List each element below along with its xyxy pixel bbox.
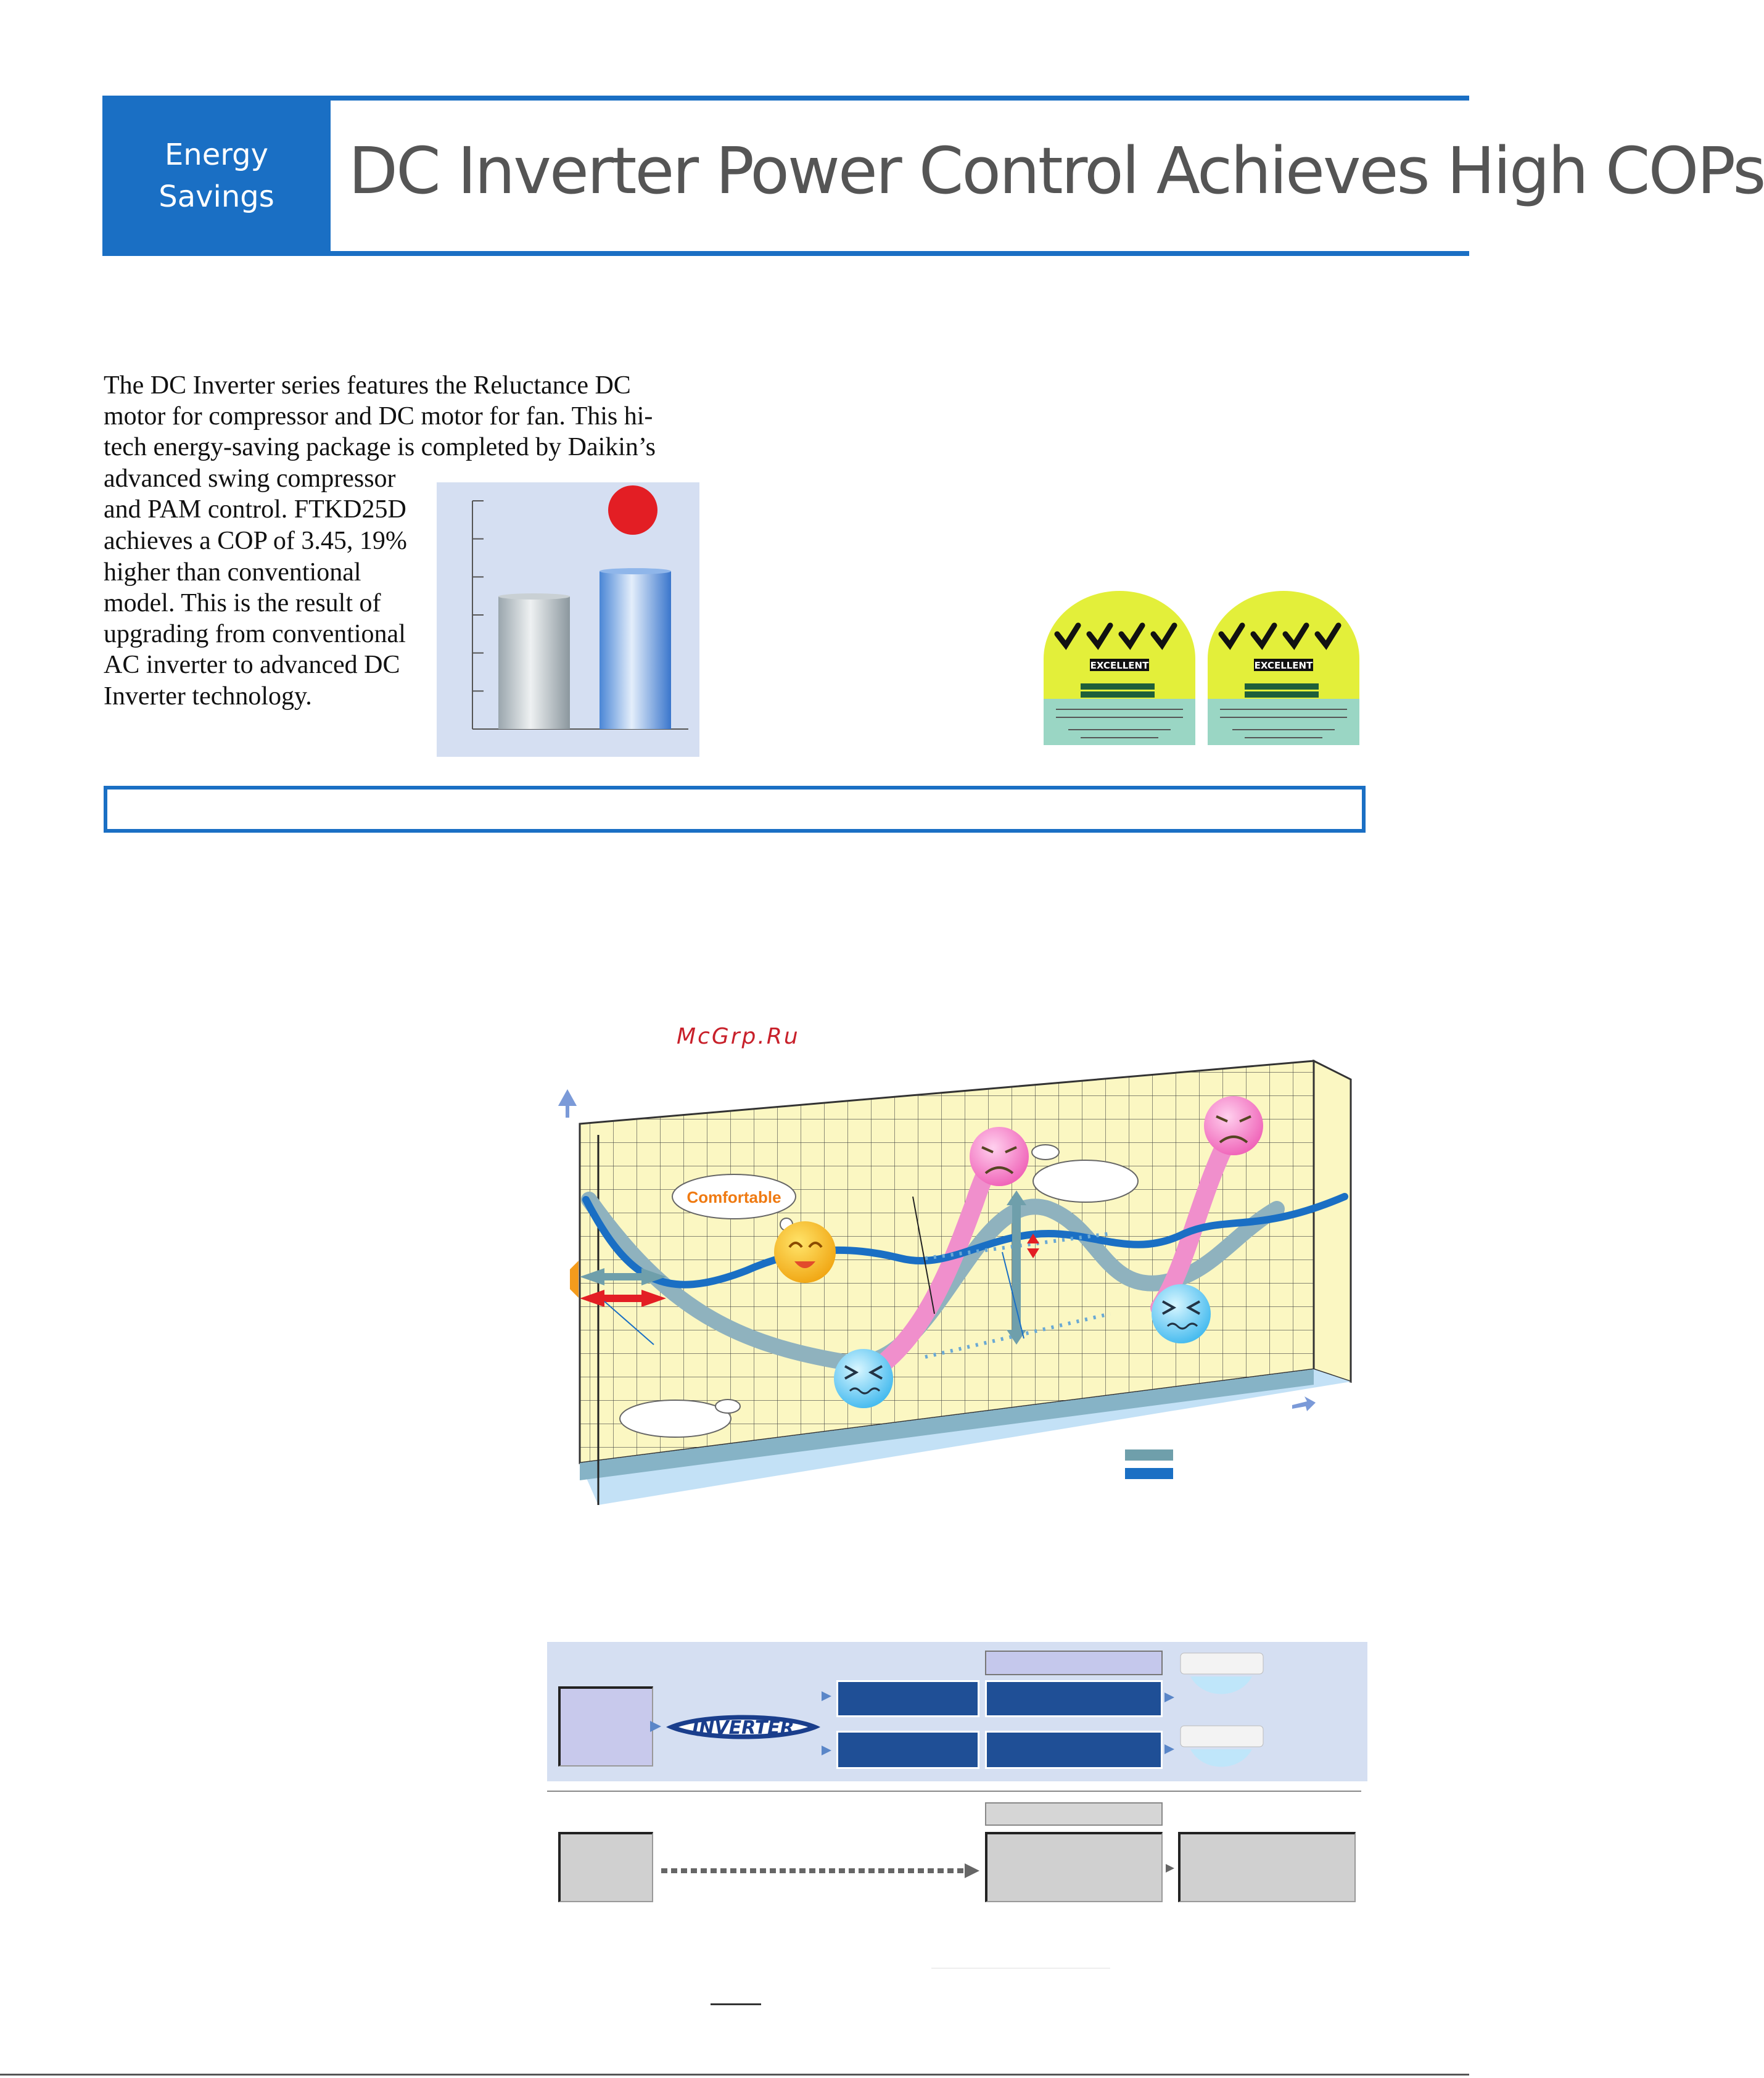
- chart-side-wall: [1314, 1061, 1351, 1382]
- intro-line-1: The DC Inverter series features the Reluctance DC: [104, 371, 631, 400]
- intro-line-4: advanced swing compressor: [104, 464, 396, 493]
- legend-swatch-conventional: [1125, 1449, 1173, 1461]
- conventional-input-box: [558, 1832, 653, 1902]
- cop-bar-2: [600, 571, 671, 729]
- rating-text: EXCELLENT: [1254, 660, 1313, 671]
- section-badge-line1: Energy: [164, 138, 269, 172]
- intro-line-9: upgrading from conventional: [104, 620, 406, 648]
- air-conditioner-icon: [1178, 1723, 1266, 1779]
- cop-chart-panel: [437, 482, 699, 757]
- cold-face-icon: [834, 1349, 893, 1408]
- energy-rating-label-1: [1044, 591, 1195, 745]
- flow-input-box: [558, 1686, 653, 1767]
- flow-arrow-icon: [820, 1744, 833, 1757]
- cop-chart: [437, 482, 699, 757]
- energy-rating-label-2: [1208, 591, 1359, 745]
- flow-dark-box-3: [836, 1731, 979, 1769]
- hot-face-icon: [970, 1127, 1029, 1186]
- page-title: DC Inverter Power Control Achieves High COPs: [348, 133, 1764, 208]
- conventional-dashed-arrow: [660, 1862, 981, 1880]
- cop-bar-cap-2: [600, 568, 671, 574]
- intro-line-5: and PAM control. FTKD25D: [104, 495, 406, 524]
- inverter-logo: [660, 1709, 826, 1746]
- intro-line-7: higher than conventional: [104, 558, 361, 587]
- flow-arrow-icon: [820, 1690, 833, 1702]
- legend-swatch-inverter: [1125, 1468, 1173, 1479]
- intro-line-11: Inverter technology.: [104, 682, 312, 711]
- happy-face-icon: [774, 1221, 836, 1283]
- x-axis-arrow-icon: [1292, 1396, 1316, 1411]
- cold-face-icon: [1152, 1284, 1211, 1343]
- flow-header-box: [985, 1651, 1163, 1675]
- cop-bar-cap-1: [498, 593, 570, 600]
- air-conditioner-icon: [1178, 1651, 1266, 1706]
- hot-face-icon: [1204, 1096, 1263, 1155]
- flow-divider: [547, 1791, 1361, 1792]
- intro-line-6: achieves a COP of 3.45, 19%: [104, 527, 407, 555]
- inverter-logo-text: INVERTER: [692, 1717, 794, 1739]
- flow-dark-box-1: [836, 1680, 979, 1717]
- intro-line-2: motor for compressor and DC motor for fan. This hi-: [104, 402, 653, 431]
- flow-dark-box-4: [985, 1731, 1163, 1769]
- flow-arrow-icon: [1163, 1691, 1176, 1704]
- flow-dark-box-2: [985, 1680, 1163, 1717]
- section-badge-line2: Savings: [159, 179, 274, 214]
- section-badge: [102, 96, 331, 256]
- intro-line-8: model. This is the result of: [104, 589, 381, 617]
- watermark: McGrp.Ru: [677, 1024, 800, 1049]
- footer-faint-rule: [931, 1968, 1110, 1969]
- conventional-header-box: [985, 1802, 1163, 1826]
- intro-line-10: AC inverter to advanced DC: [104, 651, 400, 679]
- flow-arrow-icon: [1163, 1743, 1176, 1755]
- rating-text: EXCELLENT: [1090, 660, 1149, 671]
- page-number-rule: [711, 2003, 761, 2005]
- y-axis-arrow-icon: [561, 1093, 574, 1118]
- conventional-output-box: [1178, 1832, 1356, 1902]
- page-bottom-rule: [0, 2074, 1469, 2076]
- comfortable-label: Comfortable: [686, 1188, 781, 1206]
- section-heading-box: [104, 786, 1366, 833]
- comfort-illustration: [543, 1049, 1357, 1517]
- flow-arrow-icon: [1164, 1863, 1176, 1874]
- highlight-dot: [608, 485, 657, 535]
- cop-bar-1: [498, 596, 570, 729]
- intro-line-3: tech energy-saving package is completed by Daikin’s: [104, 433, 656, 461]
- conventional-process-box: [985, 1832, 1163, 1902]
